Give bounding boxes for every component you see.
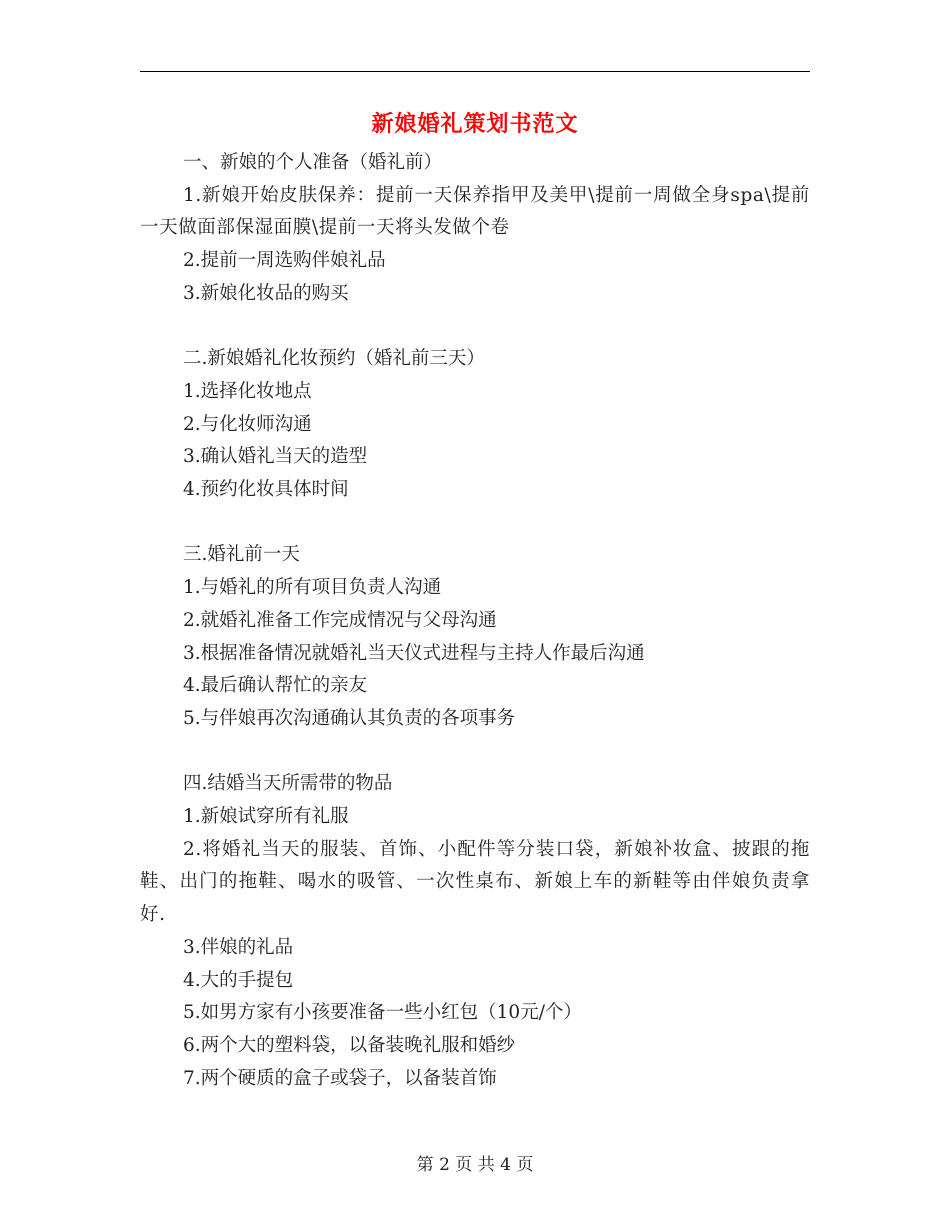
section-heading: 二.新娘婚礼化妆预约（婚礼前三天） [183, 348, 485, 370]
list-item: 1.选择化妆地点 [183, 380, 312, 402]
document-title: 新娘婚礼策划书范文 [371, 111, 579, 137]
list-item: 3.伴娘的礼品 [183, 936, 294, 958]
list-item: 4.最后确认帮忙的亲友 [183, 675, 368, 697]
list-item: 2.提前一周选购伴娘礼品 [183, 250, 386, 272]
list-item: 3.根据准备情况就婚礼当天仪式进程与主持人作最后沟通 [183, 642, 645, 664]
list-item: 7.两个硬质的盒子或袋子，以备装首饰 [183, 1067, 497, 1089]
section-spacer [140, 736, 810, 769]
list-item: 3.新娘化妆品的购买 [183, 282, 349, 304]
list-item: 6.两个大的塑料袋，以备装晚礼服和婚纱 [183, 1034, 516, 1056]
section-spacer [140, 311, 810, 344]
section-heading: 三.婚礼前一天 [183, 544, 300, 566]
list-item: 4.预约化妆具体时间 [183, 479, 349, 501]
list-item: 2.与化妆师沟通 [183, 413, 312, 435]
list-item: 5.如男方家有小孩要准备一些小红包（10元/个） [183, 1002, 582, 1024]
section-spacer [140, 507, 810, 540]
list-item: 1.新娘开始皮肤保养：提前一天保养指甲及美甲\提前一周做全身spa\提前一天做面部保湿面膜\提前一天将头发做个卷 [140, 184, 810, 239]
section-heading: 一、新娘的个人准备（婚礼前） [183, 152, 443, 173]
list-item: 1.与婚礼的所有项目负责人沟通 [183, 577, 442, 599]
header-rule [140, 71, 810, 72]
list-item: 3.确认婚礼当天的造型 [183, 446, 368, 468]
page-number: 第 2 页 共 4 页 [416, 1155, 534, 1175]
section-heading: 四.结婚当天所需带的物品 [183, 773, 393, 795]
list-item: 2.就婚礼准备工作完成情况与父母沟通 [183, 609, 497, 631]
document-body [140, 147, 810, 1095]
list-item: 1.新娘试穿所有礼服 [183, 806, 349, 828]
list-item: 4.大的手提包 [183, 969, 294, 991]
list-item: 5.与伴娘再次沟通确认其负责的各项事务 [183, 707, 516, 729]
list-item: 2.将婚礼当天的服装、首饰、小配件等分装口袋，新娘补妆盒、披跟的拖鞋、出门的拖鞋、喝水的吸管、一次性桌布、新娘上车的新鞋等由伴娘负责拿好. [140, 838, 810, 926]
